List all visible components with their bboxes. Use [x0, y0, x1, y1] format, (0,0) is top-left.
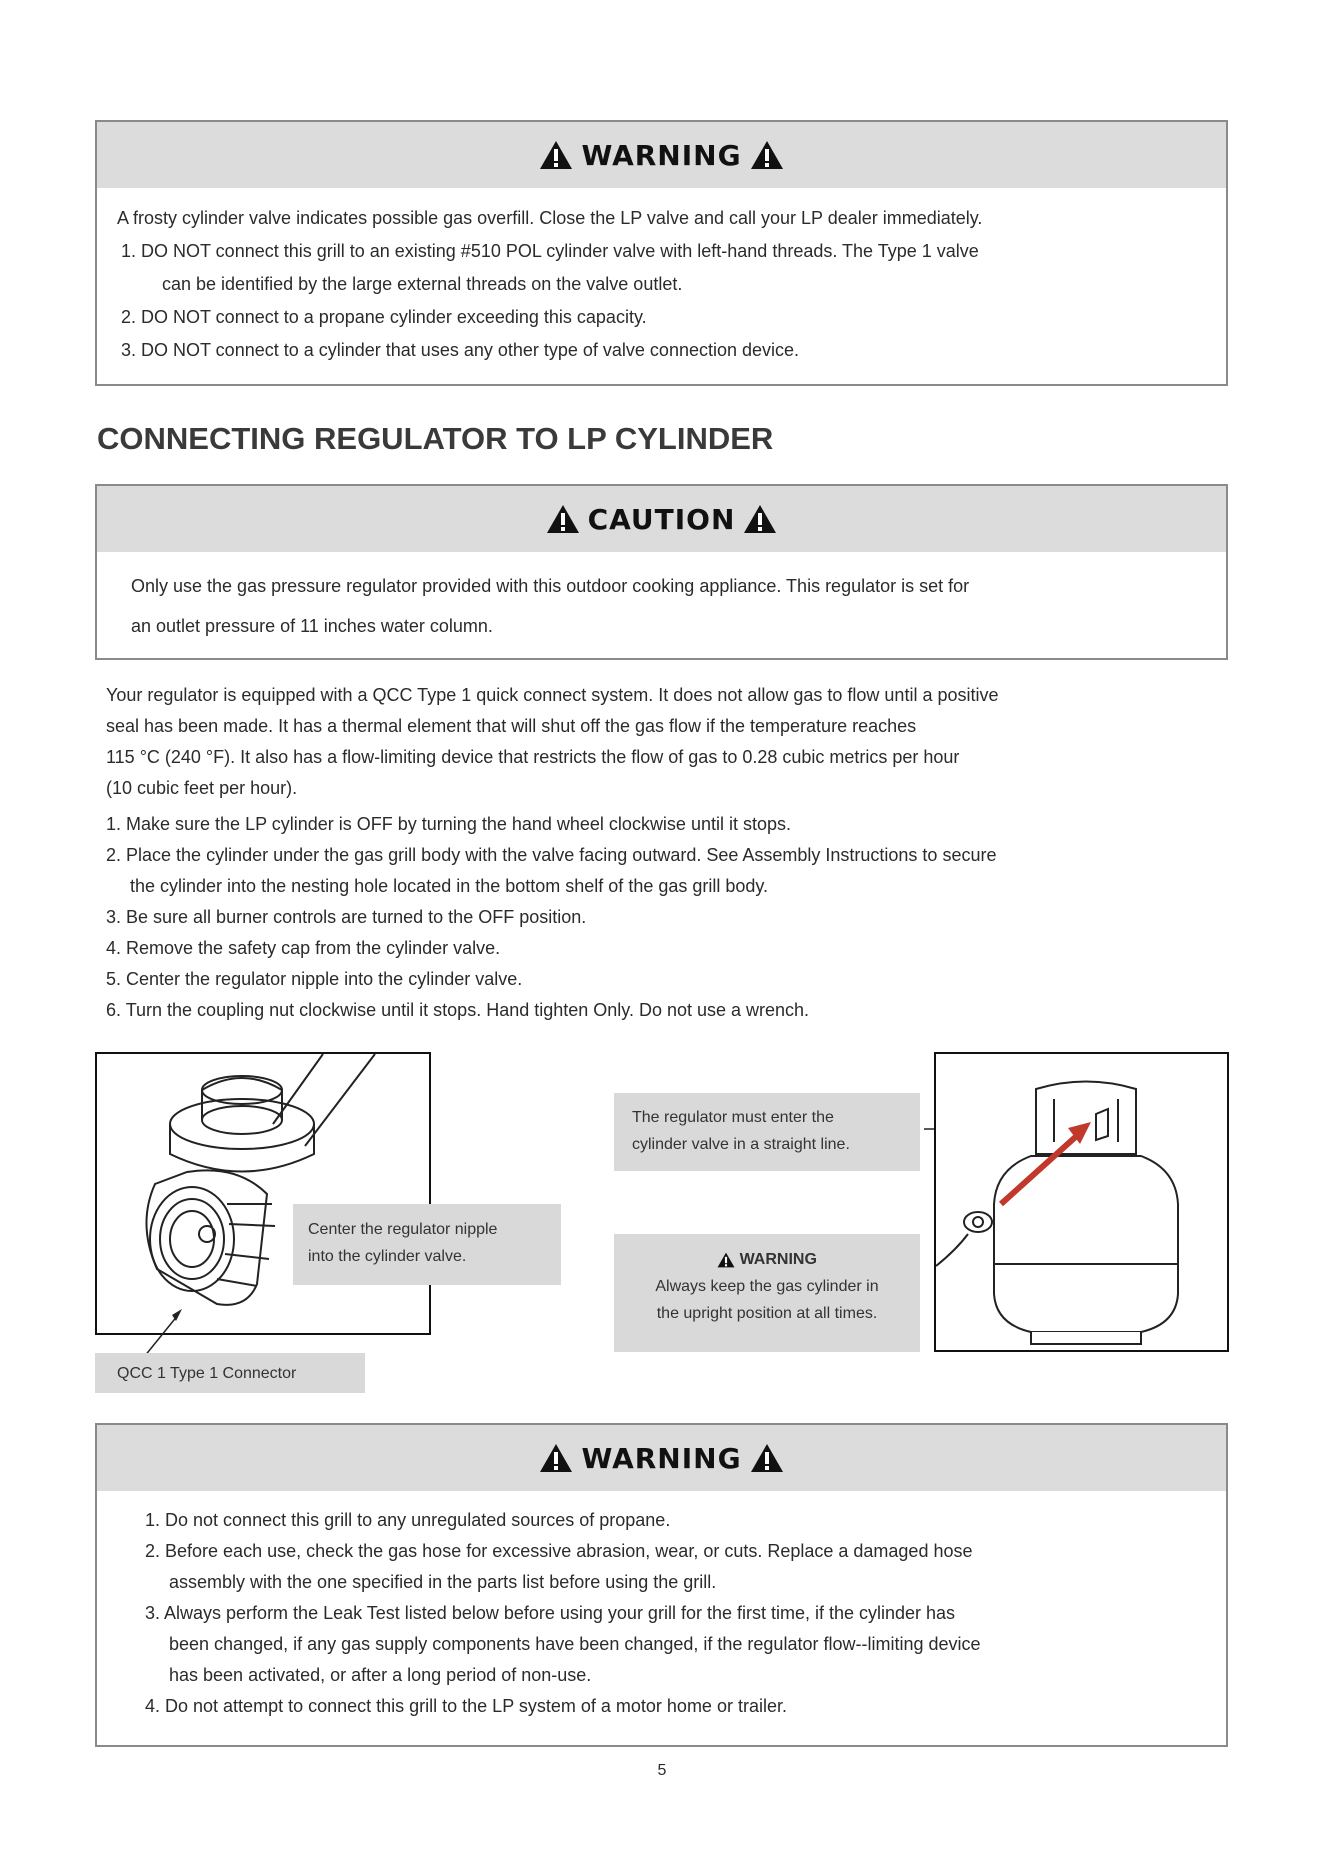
callout-line: the upright position at all times. [656, 1305, 878, 1322]
warning-triangle-icon [717, 1252, 735, 1268]
callout-line: cylinder valve in a straight line. [632, 1136, 850, 1153]
warning-item-continuation: can be identified by the large external threads on the valve outlet. [162, 274, 683, 294]
callout-line: into the cylinder valve. [308, 1248, 467, 1265]
warning-body [97, 1491, 1226, 1722]
connector-callout [95, 1353, 365, 1393]
warning-triangle-icon [546, 504, 580, 534]
regulator-description [106, 680, 1226, 804]
regulator-figure [95, 1052, 431, 1335]
upright-warning-callout [614, 1234, 920, 1352]
step-item: 1. Make sure the LP cylinder is OFF by turning the hand wheel clockwise until it stops. [106, 814, 791, 834]
warning-intro: A frosty cylinder valve indicates possible gas overfill. Close the LP valve and call your LP dealer immediately. [117, 208, 983, 228]
upright-warning-heading-row [614, 1246, 920, 1273]
propane-cylinder-illustration [936, 1054, 1227, 1350]
step-item: 5. Center the regulator nipple into the cylinder valve. [106, 969, 523, 989]
step-item: 3. Be sure all burner controls are turned to the OFF position. [106, 907, 587, 927]
step-item-continuation: the cylinder into the nesting hole located in the bottom shelf of the gas grill body. [130, 876, 769, 896]
caution-line: Only use the gas pressure regulator provided with this outdoor cooking appliance. This regulator is set for [131, 576, 970, 596]
connector-pointer-line [140, 1305, 190, 1360]
warning-header [97, 1425, 1226, 1491]
warning-item: 3. Always perform the Leak Test listed below before using your grill for the first time, if the cylinder has [145, 1603, 956, 1623]
warning-triangle-icon [743, 504, 777, 534]
warning-item: 4. Do not attempt to connect this grill to the LP system of a motor home or trailer. [145, 1696, 787, 1716]
straight-line-callout [614, 1093, 920, 1171]
warning-box-top [95, 120, 1228, 386]
step-item: 2. Place the cylinder under the gas grill body with the valve facing outward. See Assembly Instructions to secure [106, 845, 997, 865]
caution-line: an outlet pressure of 11 inches water column. [131, 616, 493, 636]
callout-line: Always keep the gas cylinder in [655, 1278, 879, 1295]
step-item: 6. Turn the coupling nut clockwise until it stops. Hand tighten Only. Do not use a wrench. [106, 1000, 810, 1020]
warning-triangle-icon [539, 1443, 573, 1473]
warning-item: 1. DO NOT connect this grill to an existing #510 POL cylinder valve with left-hand threads. The Type 1 valve [121, 241, 979, 261]
upright-warning-heading: WARNING [739, 1251, 817, 1268]
section-title: CONNECTING REGULATOR TO LP CYLINDER [97, 421, 774, 456]
regulator-illustration [97, 1054, 429, 1333]
warning-heading: WARNING [581, 138, 742, 172]
connection-steps [106, 809, 1226, 1026]
step-item: 4. Remove the safety cap from the cylinder valve. [106, 938, 501, 958]
warning-item-continuation: been changed, if any gas supply components have been changed, if the regulator flow--limiting device [169, 1634, 981, 1654]
warning-header [97, 122, 1226, 188]
callout-line: Center the regulator nipple [308, 1221, 498, 1238]
caution-body [97, 552, 1226, 646]
warning-triangle-icon [750, 140, 784, 170]
warning-triangle-icon [539, 140, 573, 170]
caution-box [95, 484, 1228, 660]
warning-item: 3. DO NOT connect to a cylinder that uses any other type of valve connection device. [121, 340, 800, 360]
warning-box-bottom [95, 1423, 1228, 1747]
warning-item: 2. DO NOT connect to a propane cylinder exceeding this capacity. [121, 307, 647, 327]
center-nipple-callout [293, 1204, 561, 1285]
page-number: 5 [657, 1762, 667, 1779]
paragraph-line: Your regulator is equipped with a QCC Type 1 quick connect system. It does not allow gas to flow until a positive [106, 685, 999, 705]
callout-line: QCC 1 Type 1 Connector [117, 1365, 297, 1382]
warning-body [97, 188, 1226, 381]
warning-item-continuation: assembly with the one specified in the parts list before using the grill. [169, 1572, 717, 1592]
warning-item: 1. Do not connect this grill to any unregulated sources of propane. [145, 1510, 671, 1530]
warning-triangle-icon [750, 1443, 784, 1473]
caution-header [97, 486, 1226, 552]
paragraph-line: (10 cubic feet per hour). [106, 778, 298, 798]
caution-heading: CAUTION [587, 502, 736, 536]
warning-heading: WARNING [581, 1441, 742, 1475]
warning-item-continuation: has been activated, or after a long period of non-use. [169, 1665, 592, 1685]
cylinder-figure [934, 1052, 1229, 1352]
paragraph-line: seal has been made. It has a thermal element that will shut off the gas flow if the temperature reaches [106, 716, 917, 736]
callout-line: The regulator must enter the [632, 1109, 834, 1126]
paragraph-line: 115 °C (240 °F). It also has a flow-limiting device that restricts the flow of gas to 0.28 cubic metrics per hour [106, 747, 960, 767]
warning-item: 2. Before each use, check the gas hose for excessive abrasion, wear, or cuts. Replace a damaged hose [145, 1541, 973, 1561]
